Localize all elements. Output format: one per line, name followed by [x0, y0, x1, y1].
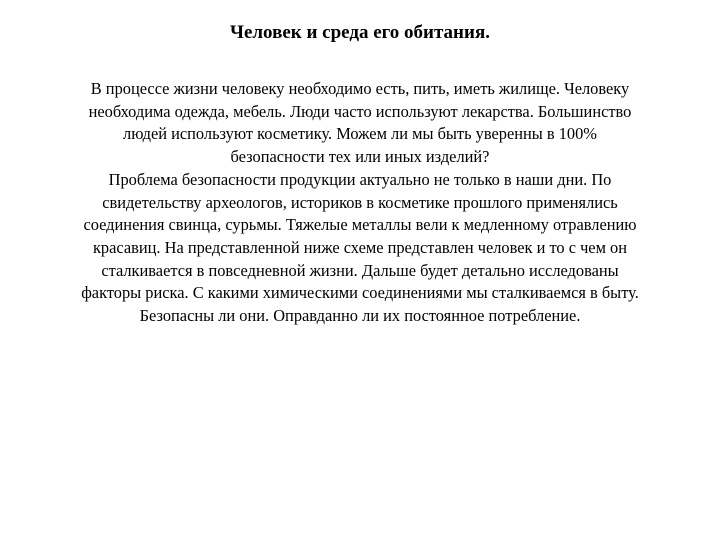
- text-line: Проблема безопасности продукции актуально не только в наши дни. По: [108, 169, 612, 189]
- text-line: сталкивается в повседневной жизни. Дальше будет детально исследованы: [101, 260, 619, 280]
- slide-title: Человек и среда его обитания.: [230, 22, 490, 43]
- text-line: В процессе жизни человеку необходимо есть, пить, иметь жилище. Человеку: [90, 79, 630, 98]
- text-line: свидетельству археологов, историков в косметике прошлого применялись: [102, 192, 618, 212]
- text-line: факторы риска. С какими химическими соединениями мы сталкиваемся в быту.: [81, 283, 639, 303]
- text-line: соединения свинца, сурьмы. Тяжелые металлы вели к медленному отравлению: [83, 215, 637, 235]
- text-line: безопасности тех или иных изделий?: [230, 147, 490, 167]
- text-line: людей используют косметику. Можем ли мы быть уверенны в 100%: [123, 124, 597, 144]
- text-line: Безопасны ли они. Оправданно ли их постоянное потребление.: [139, 306, 581, 326]
- body-text: [46, 78, 674, 328]
- text-line: необходима одежда, мебель. Люди часто используют лекарства. Большинство: [88, 101, 632, 121]
- text-line: красавиц. На представленной ниже схеме представлен человек и то с чем он: [92, 237, 628, 257]
